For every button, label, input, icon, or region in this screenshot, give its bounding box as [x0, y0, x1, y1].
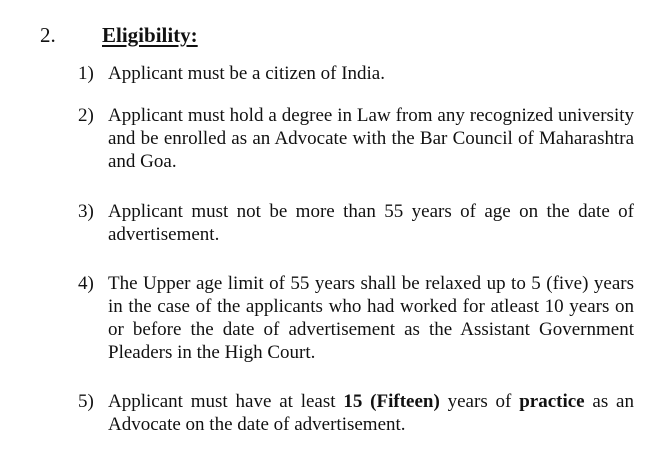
- item-number: 4): [78, 273, 94, 294]
- eligibility-item-3: [78, 200, 634, 246]
- eligibility-item-4: [78, 272, 634, 364]
- item-text-part: Applicant must have at least: [108, 391, 344, 412]
- practice-term: practice: [519, 391, 585, 412]
- item-text: The Upper age limit of 55 years shall be relaxed up to 5 (five) years in the case of the applicants who had worked for atleast 10 years on or before the date of advertisement as the Assistant Government Pleaders in the High Court.: [108, 273, 634, 363]
- section-heading: [40, 22, 198, 48]
- item-text: [108, 390, 634, 436]
- item-text-part: years of: [439, 391, 520, 412]
- item-text-part: as an Advocate on the date of advertisement.: [108, 391, 634, 435]
- item-number: 1): [78, 63, 94, 84]
- item-text: Applicant must be a citizen of India.: [108, 63, 385, 84]
- item-text: Applicant must hold a degree in Law from any recognized university and be enrolled as an Advocate with the Bar Council of Maharashtra and Goa.: [108, 105, 634, 172]
- years-of-practice-value: 15 (Fifteen): [343, 391, 440, 412]
- item-number: 2): [78, 105, 94, 126]
- eligibility-item-5: [78, 390, 634, 436]
- item-number: 3): [78, 201, 94, 222]
- section-number: 2.: [40, 23, 56, 47]
- eligibility-item-2: [78, 104, 634, 173]
- section-title: Eligibility:: [102, 23, 198, 47]
- item-text: Applicant must not be more than 55 years of age on the date of advertisement.: [108, 201, 634, 245]
- item-number: 5): [78, 391, 94, 412]
- eligibility-item-1: [78, 62, 634, 85]
